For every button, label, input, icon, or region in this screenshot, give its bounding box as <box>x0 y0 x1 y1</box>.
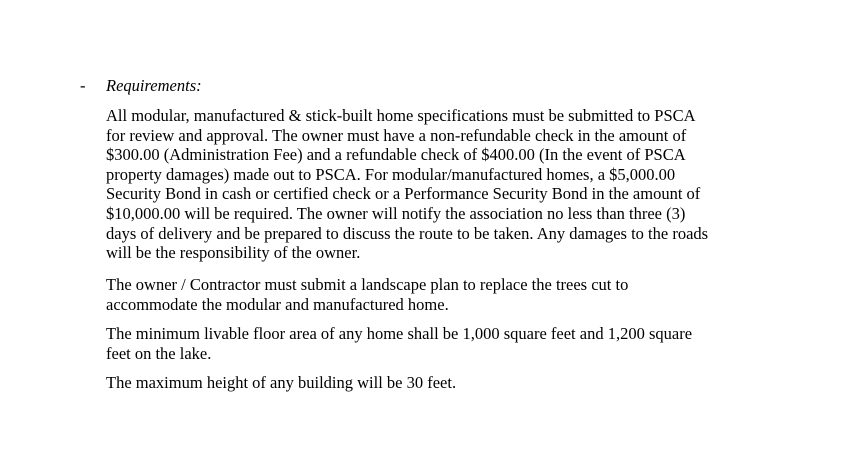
paragraph-max-height <box>106 373 766 393</box>
paragraph-landscape-plan <box>106 275 766 314</box>
paragraph-floor-area <box>106 324 766 363</box>
paragraph-line: $10,000.00 will be required. The owner will notify the association no less than three (3) <box>106 203 686 223</box>
paragraph-line: feet on the lake. <box>106 343 212 363</box>
paragraph-line: The minimum livable floor area of any home shall be 1,000 square feet and 1,200 square <box>106 324 693 343</box>
paragraph-line: The maximum height of any building will be 30 feet. <box>106 373 457 392</box>
paragraph-specifications <box>106 106 766 263</box>
paragraph-line: All modular, manufactured & stick-built home specifications must be submitted to PSCA <box>106 106 696 125</box>
paragraph-line: Security Bond in cash or certified check or a Performance Security Bond in the amount of <box>106 184 701 204</box>
paragraph-line: The owner / Contractor must submit a landscape plan to replace the trees cut to <box>106 275 629 294</box>
paragraph-line: days of delivery and be prepared to discuss the route to be taken. Any damages to the roads <box>106 223 709 243</box>
paragraph-line: will be the responsibility of the owner. <box>106 243 361 263</box>
paragraph-line: for review and approval. The owner must have a non-refundable check in the amount of <box>106 125 687 145</box>
paragraph-line: $300.00 (Administration Fee) and a refundable check of $400.00 (In the event of PSCA <box>106 145 686 165</box>
section-heading: Requirements: <box>106 76 202 95</box>
paragraph-line: accommodate the modular and manufactured home. <box>106 294 449 314</box>
paragraph-line: property damages) made out to PSCA. For modular/manufactured homes, a $5,000.00 <box>106 164 676 184</box>
list-bullet-dash: - <box>80 76 86 95</box>
